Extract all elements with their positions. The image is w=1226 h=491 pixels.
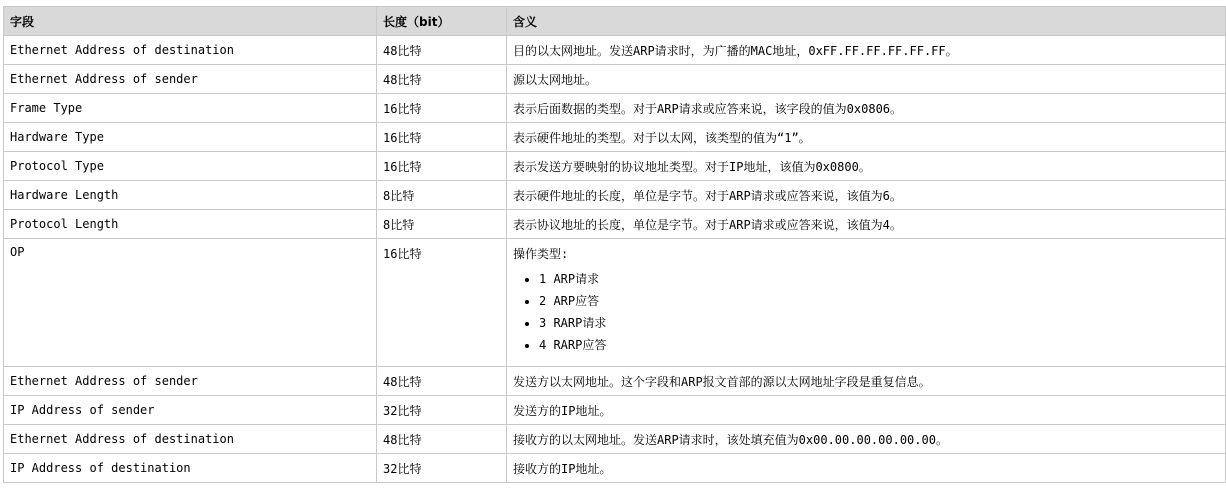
header-field: 字段 [4,7,377,36]
cell-field: Protocol Type [4,152,377,181]
cell-length: 48比特 [377,36,507,65]
cell-meaning: 表示后面数据的类型。对于ARP请求或应答来说，该字段的值为0x0806。 [507,94,1226,123]
cell-length: 48比特 [377,425,507,454]
list-item: • 2 ARP应答 [539,290,1219,312]
table-row [4,123,1226,152]
cell-field: Ethernet Address of destination [4,36,377,65]
cell-length: 16比特 [377,94,507,123]
table-row [4,152,1226,181]
arp-fields-table [3,6,1226,483]
cell-field: Ethernet Address of sender [4,367,377,396]
cell-field: Ethernet Address of sender [4,65,377,94]
cell-length: 8比特 [377,181,507,210]
cell-field: Ethernet Address of destination [4,425,377,454]
cell-meaning: 发送方以太网地址。这个字段和ARP报文首部的源以太网地址字段是重复信息。 [507,367,1226,396]
table-row-op [4,239,1226,367]
cell-length: 48比特 [377,65,507,94]
cell-meaning: 表示协议地址的长度，单位是字节。对于ARP请求或应答来说，该值为4。 [507,210,1226,239]
cell-field: Hardware Type [4,123,377,152]
table-row [4,454,1226,483]
cell-length: 8比特 [377,210,507,239]
cell-meaning: 目的以太网地址。发送ARP请求时，为广播的MAC地址，0xFF.FF.FF.FF.FF.FF。 [507,36,1226,65]
cell-meaning: 发送方的IP地址。 [507,396,1226,425]
table-row [4,367,1226,396]
cell-field: OP [4,239,377,367]
cell-field: Protocol Length [4,210,377,239]
table-row [4,181,1226,210]
cell-meaning-op [507,239,1226,367]
list-item: • 1 ARP请求 [539,268,1219,290]
cell-meaning: 表示硬件地址的类型。对于以太网，该类型的值为“1”。 [507,123,1226,152]
cell-length: 48比特 [377,367,507,396]
table-header-row [4,7,1226,36]
table-row [4,65,1226,94]
cell-length: 16比特 [377,152,507,181]
table-row [4,36,1226,65]
header-length: 长度（bit） [377,7,507,36]
header-meaning: 含义 [507,7,1226,36]
cell-meaning: 接收方的IP地址。 [507,454,1226,483]
cell-field: IP Address of destination [4,454,377,483]
table-row [4,94,1226,123]
cell-length: 32比特 [377,396,507,425]
cell-meaning: 表示硬件地址的长度，单位是字节。对于ARP请求或应答来说，该值为6。 [507,181,1226,210]
table-row [4,396,1226,425]
cell-meaning: 表示发送方要映射的协议地址类型。对于IP地址，该值为0x0800。 [507,152,1226,181]
cell-length: 32比特 [377,454,507,483]
op-meaning-label: 操作类型: [513,247,569,261]
cell-field: IP Address of sender [4,396,377,425]
cell-field: Frame Type [4,94,377,123]
list-item: • 3 RARP请求 [539,312,1219,334]
list-item: • 4 RARP应答 [539,334,1219,356]
cell-meaning: 接收方的以太网地址。发送ARP请求时，该处填充值为0x00.00.00.00.00.00。 [507,425,1226,454]
cell-field: Hardware Length [4,181,377,210]
table-row [4,425,1226,454]
cell-length: 16比特 [377,239,507,367]
cell-length: 16比特 [377,123,507,152]
table-row [4,210,1226,239]
cell-meaning: 源以太网地址。 [507,65,1226,94]
op-type-list [513,268,1219,356]
